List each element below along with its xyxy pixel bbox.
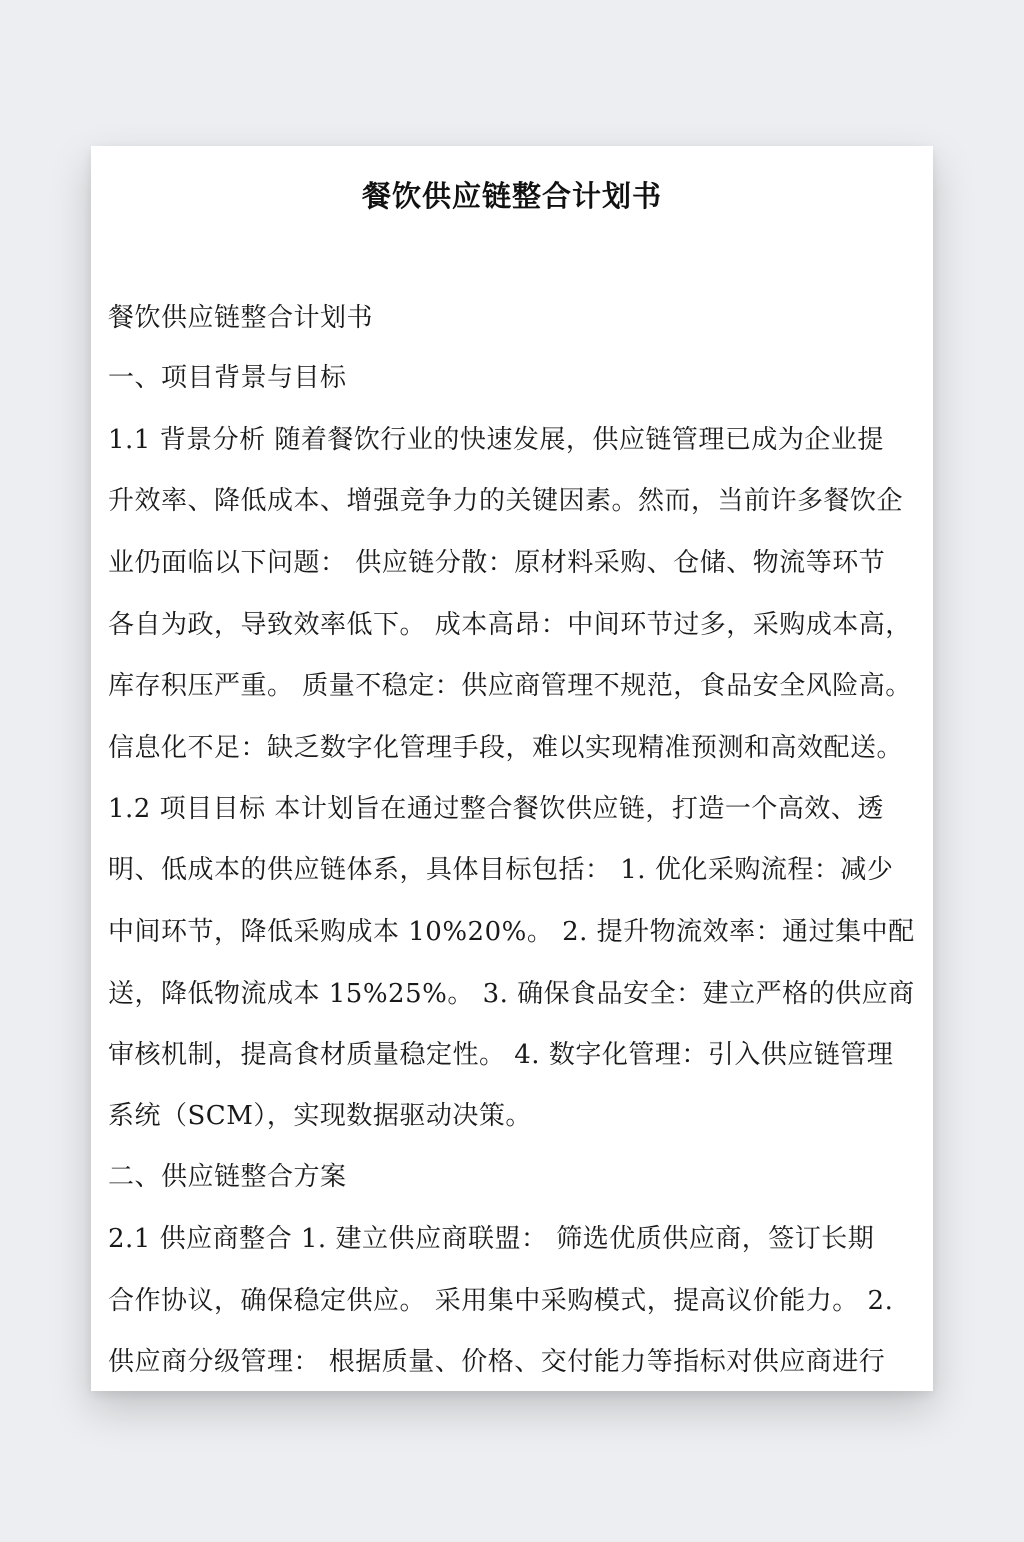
text-line: 明、低成本的供应链体系，具体目标包括： 1. 优化采购流程：减少 [108, 855, 894, 885]
text-line: 各自为政，导致效率低下。 成本高昂：中间环节过多，采购成本高， [108, 610, 912, 640]
text-line: 1.2 项目目标 本计划旨在通过整合餐饮供应链，打造一个高效、透 [108, 794, 884, 824]
text-line: 升效率、降低成本、增强竞争力的关键因素。然而，当前许多餐饮企 [108, 486, 904, 516]
text-line: 2.1 供应商整合 1. 建立供应商联盟： 筛选优质供应商，签订长期 [108, 1224, 875, 1254]
text-line: 供应商分级管理： 根据质量、价格、交付能力等指标对供应商进行 [108, 1347, 886, 1377]
text-line: 二、供应链整合方案 [108, 1162, 347, 1192]
text-line: 中间环节，降低采购成本 10%20%。 2. 提升物流效率：通过集中配 [108, 917, 915, 947]
text-line: 合作协议，确保稳定供应。 采用集中采购模式，提高议价能力。 2. [108, 1286, 894, 1316]
text-line: 信息化不足：缺乏数字化管理手段，难以实现精准预测和高效配送。 [108, 733, 904, 763]
document-title: 餐饮供应链整合计划书 [361, 179, 662, 213]
text-line: 一、项目背景与目标 [108, 363, 347, 393]
text-line: 审核机制，提高食材质量稳定性。 4. 数字化管理：引入供应链管理 [108, 1040, 894, 1070]
text-line: 库存积压严重。 质量不稳定：供应商管理不规范，食品安全风险高。 [108, 671, 912, 701]
text-line: 送，降低物流成本 15%25%。 3. 确保食品安全：建立严格的供应商 [108, 979, 915, 1009]
text-line: 业仍面临以下问题： 供应链分散：原材料采购、仓储、物流等环节 [108, 548, 886, 578]
text-line: 系统（SCM），实现数据驱动决策。 [108, 1101, 532, 1131]
text-line: 1.1 背景分析 随着餐饮行业的快速发展，供应链管理已成为企业提 [108, 425, 884, 455]
text-line: 餐饮供应链整合计划书 [108, 303, 374, 333]
document-page [91, 146, 933, 1391]
